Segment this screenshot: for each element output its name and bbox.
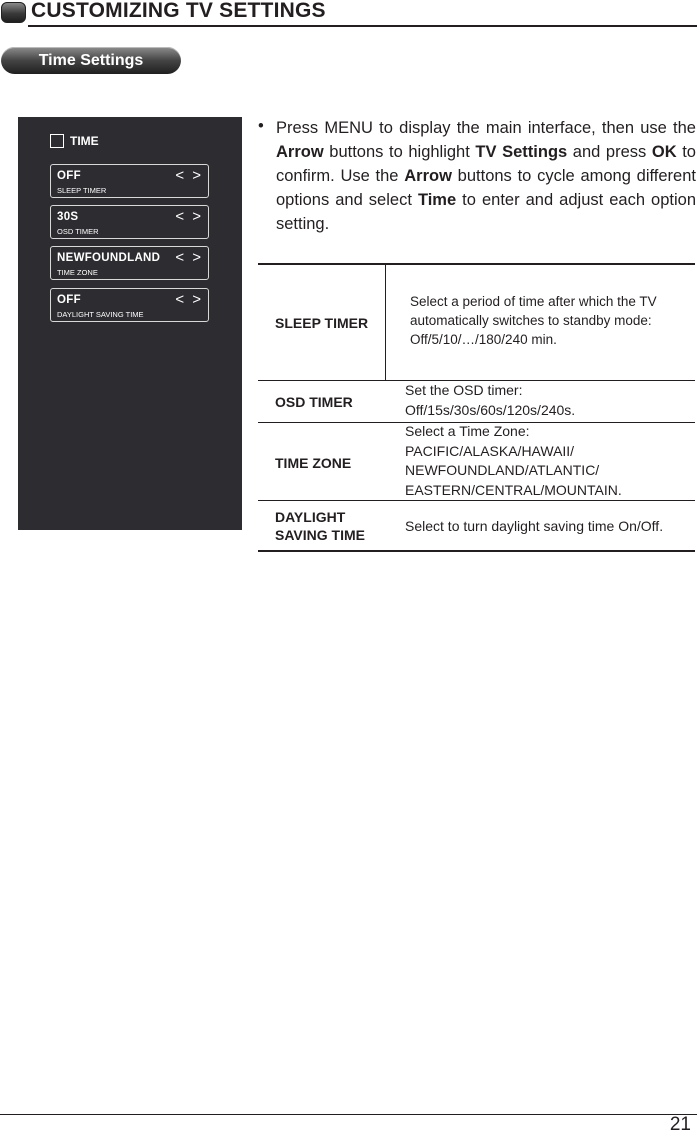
table-row-description xyxy=(405,380,575,420)
header-badge-icon xyxy=(1,2,26,23)
left-right-arrows-icon: < > xyxy=(175,249,203,266)
instruction-text: to enter and adjust each option setting. xyxy=(276,191,697,233)
checkbox-icon xyxy=(50,134,64,148)
tv-menu-item-value: OFF xyxy=(57,294,81,306)
label-line: DAYLIGHT xyxy=(275,509,346,525)
instruction-emphasis: TV Settings xyxy=(475,143,568,161)
tv-menu-item-sleep-timer xyxy=(50,164,209,198)
bullet-marker: • xyxy=(258,117,264,135)
instruction-emphasis: Time xyxy=(417,191,457,209)
tv-menu-item-label: DAYLIGHT SAVING TIME xyxy=(57,310,144,319)
left-right-arrows-icon: < > xyxy=(175,167,203,184)
tv-menu-screenshot xyxy=(18,117,242,530)
table-top-rule xyxy=(258,263,695,265)
instruction-emphasis: Arrow xyxy=(276,143,324,161)
tv-menu-item-time-zone xyxy=(50,246,209,280)
tv-menu-item-daylight-saving xyxy=(50,288,209,322)
description-line: Off/15s/30s/60s/120s/240s. xyxy=(405,402,576,418)
instruction-text: to confirm. Use the xyxy=(276,143,696,185)
label-line: SAVING TIME xyxy=(275,527,365,543)
page-title: CUSTOMIZING TV SETTINGS xyxy=(31,0,326,22)
instruction-text: Press MENU to display the main interface, then use the xyxy=(276,119,696,137)
tv-menu-item-label: TIME ZONE xyxy=(57,268,98,277)
table-bottom-rule xyxy=(258,550,695,552)
tv-menu-item-label: SLEEP TIMER xyxy=(57,186,107,195)
tv-menu-item-value: OFF xyxy=(57,170,81,182)
table-row-description xyxy=(410,292,657,349)
table-row-description xyxy=(405,516,663,536)
description-line: PACIFIC/ALASKA/HAWAII/ xyxy=(405,442,575,459)
description-line: Set the OSD timer: xyxy=(405,382,523,398)
tv-menu-item-osd-timer xyxy=(50,205,209,239)
description-line: Select a Time Zone: xyxy=(405,423,530,439)
section-label: Time Settings xyxy=(1,47,181,74)
table-row-label: OSD TIMER xyxy=(275,394,353,410)
header-divider xyxy=(28,25,697,27)
left-right-arrows-icon: < > xyxy=(175,208,203,225)
tv-menu-title: TIME xyxy=(70,134,99,148)
footer-rule xyxy=(0,1114,697,1115)
instruction-text: and press xyxy=(567,143,652,161)
instruction-emphasis: OK xyxy=(651,143,677,161)
instruction-emphasis: Arrow xyxy=(404,167,452,185)
table-column-divider xyxy=(385,264,386,380)
tv-menu-item-value: NEWFOUNDLAND xyxy=(57,252,161,264)
instruction-paragraph xyxy=(276,116,696,236)
table-row-label: TIME ZONE xyxy=(275,455,352,471)
description-line: EASTERN/CENTRAL/MOUNTAIN. xyxy=(405,481,622,498)
description-line: NEWFOUNDLAND/ATLANTIC/ xyxy=(405,462,600,478)
description-line: Select to turn daylight saving time On/Off. xyxy=(405,518,664,534)
tv-menu-item-label: OSD TIMER xyxy=(57,227,99,236)
left-right-arrows-icon: < > xyxy=(175,291,203,308)
description-line: Select a period of time after which the TV xyxy=(410,294,657,309)
instruction-text: buttons to cycle among different options and select xyxy=(276,167,696,209)
page-number: 21 xyxy=(669,1114,691,1135)
description-line: automatically switches to standby mode: xyxy=(410,313,652,328)
table-row-description xyxy=(405,422,622,500)
description-line: Off/5/10/…/180/240 min. xyxy=(410,332,557,347)
instruction-text: buttons to highlight xyxy=(323,143,476,161)
tv-menu-item-value: 30S xyxy=(57,211,79,223)
table-row-label xyxy=(275,508,365,544)
table-row-label: SLEEP TIMER xyxy=(275,315,369,331)
table-row-divider xyxy=(258,500,695,501)
